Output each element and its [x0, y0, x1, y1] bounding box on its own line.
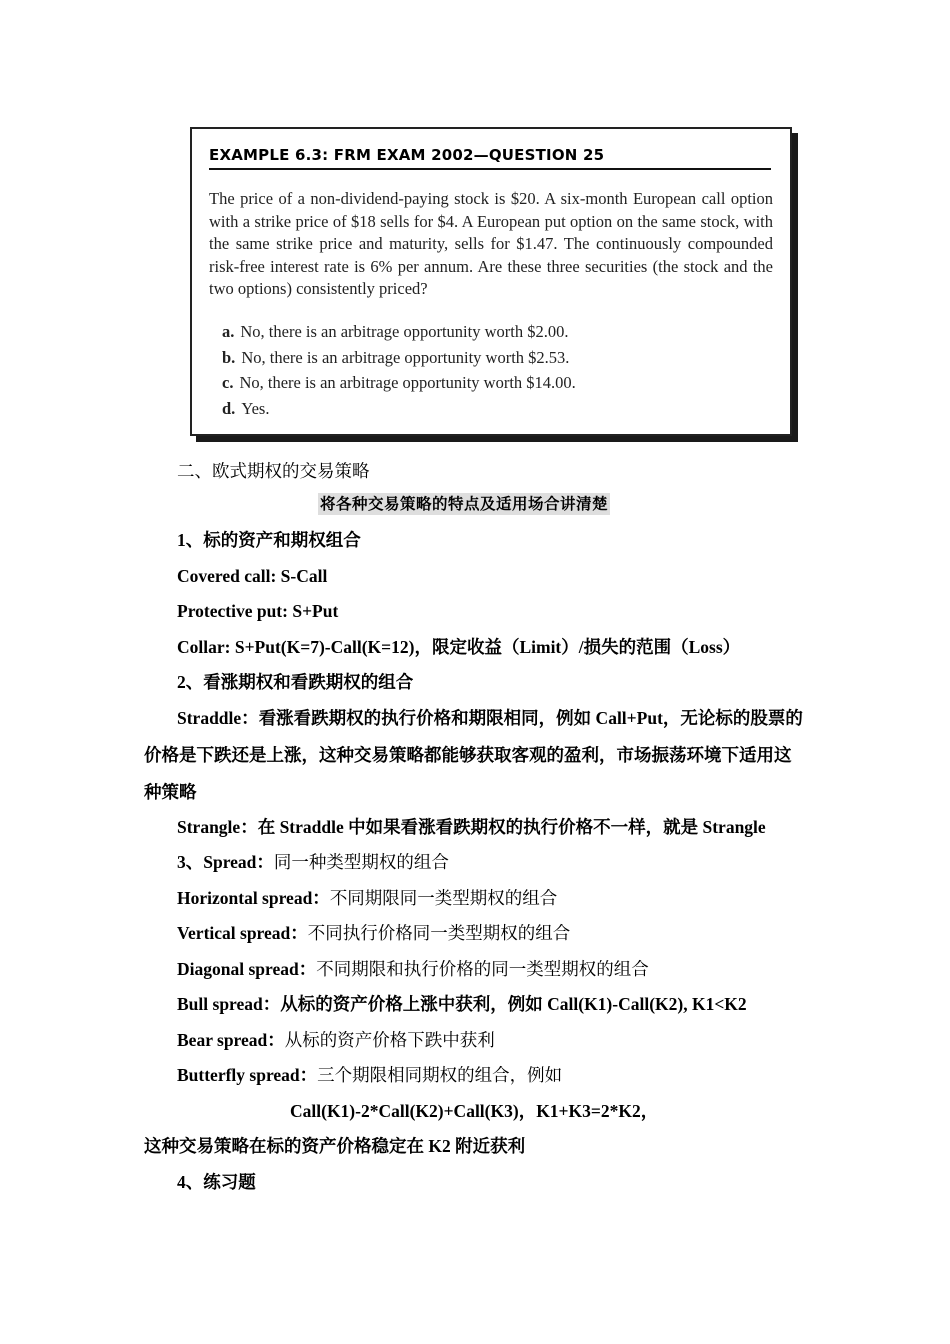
option-c: c. No, there is an arbitrage opportunity worth $14.00.	[222, 373, 576, 392]
straddle-paragraph: Straddle：看涨看跌期权的执行价格和期限相同，例如 Call+Put，无论标的股票的价格是下跌还是上涨，这种交易策略都能够获取客观的盈利，市场振荡环境下适用这种策略	[144, 708, 803, 802]
highlight-note: 将各种交易策略的特点及适用场合讲清楚	[320, 495, 609, 513]
item-4-heading: 4、练习题	[177, 1172, 256, 1192]
strangle-line: Strangle：在 Straddle 中如果看涨看跌期权的执行价格不一样，就是 Strangle	[177, 817, 766, 837]
example-question-text: The price of a non-dividend-paying stock is $20. A six-month European call option with a strike price of $18 sells for $4. A European put option on the same stock, with the same strike price and maturity, sells for $1.47. The continuously compounded risk-free interest rate is 6% per annum. Are these three securities (the stock and the two options) consistently priced?	[209, 189, 773, 298]
example-options	[222, 319, 762, 421]
example-box	[190, 127, 792, 436]
vertical-spread-line: Vertical spread：不同执行价格同一类型期权的组合	[177, 923, 571, 943]
item-2-heading: 2、看涨期权和看跌期权的组合	[177, 672, 414, 692]
section-heading: 二、欧式期权的交易策略	[177, 461, 370, 481]
bull-spread-line: Bull spread：从标的资产价格上涨中获利，例如 Call(K1)-Call(K2), K1<K2	[177, 994, 747, 1014]
bear-spread-line: Bear spread：从标的资产价格下跌中获利	[177, 1030, 495, 1050]
covered-call-line: Covered call: S-Call	[177, 566, 328, 586]
butterfly-formula: Call(K1)-2*Call(K2)+Call(K3)，K1+K3=2*K2，	[290, 1101, 659, 1121]
collar-line: Collar: S+Put(K=7)-Call(K=12)，限定收益（Limit）/损失的范围（Loss）	[177, 637, 741, 657]
protective-put-line: Protective put: S+Put	[177, 601, 339, 621]
example-title: EXAMPLE 6.3: FRM EXAM 2002—QUESTION 25	[209, 146, 771, 170]
option-b: b. No, there is an arbitrage opportunity worth $2.53.	[222, 347, 570, 367]
item-1-heading: 1、标的资产和期权组合	[177, 530, 361, 550]
diagonal-spread-line: Diagonal spread：不同期限和执行价格的同一类型期权的组合	[177, 959, 649, 979]
horizontal-spread-line: Horizontal spread：不同期限同一类型期权的组合	[177, 888, 558, 908]
option-a: a. No, there is an arbitrage opportunity worth $2.00.	[222, 322, 569, 341]
option-d: d. Yes.	[222, 398, 270, 418]
butterfly-note: 这种交易策略在标的资产价格稳定在 K2 附近获利	[144, 1136, 526, 1156]
butterfly-spread-line: Butterfly spread：三个期限相同期权的组合，例如	[177, 1065, 563, 1085]
item-3-heading: 3、Spread：同一种类型期权的组合	[177, 852, 449, 872]
